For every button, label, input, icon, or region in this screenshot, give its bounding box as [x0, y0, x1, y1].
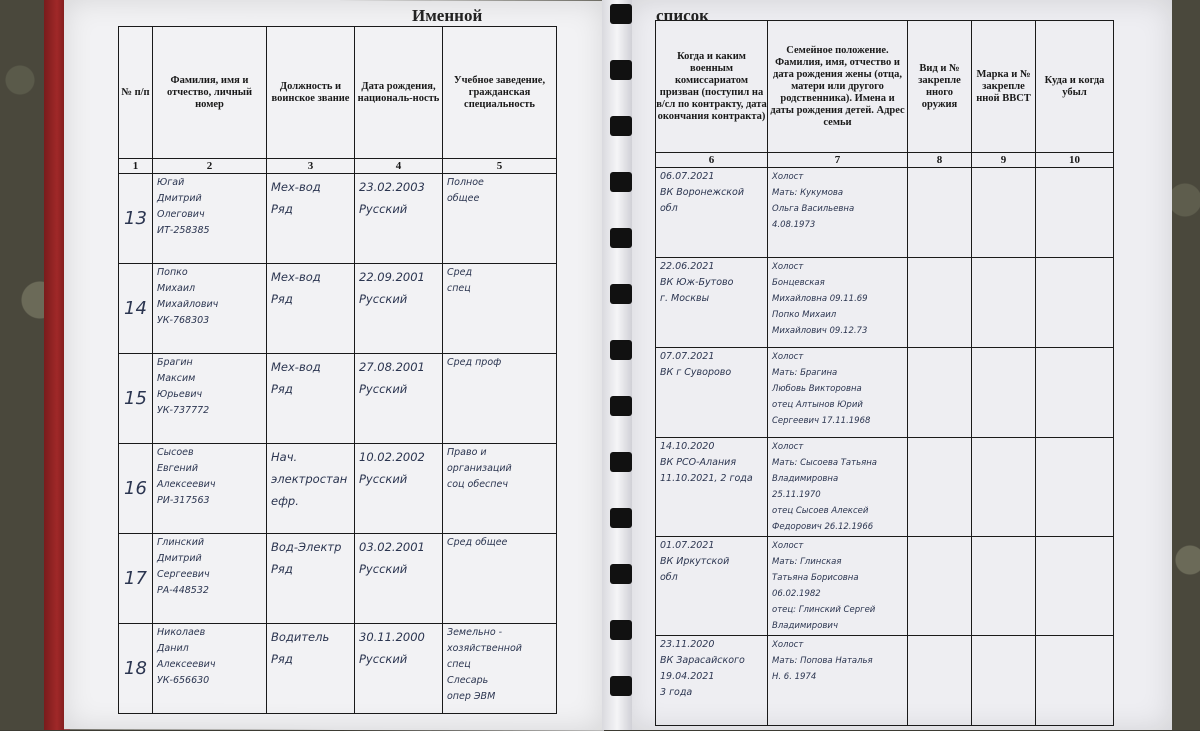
name-line: Дмитрий	[157, 553, 202, 564]
birth-line: Русский	[359, 562, 408, 576]
education-line: спец	[447, 659, 471, 670]
position-line: Вод-Электр	[271, 540, 342, 554]
family-cell	[768, 168, 908, 258]
column-number: 9	[972, 153, 1036, 168]
education-line: Полное	[447, 177, 484, 188]
conscripted-line: ВК Юж-Бутово	[660, 277, 734, 288]
position-line: Ряд	[271, 292, 293, 306]
education-line: Сред общее	[447, 537, 508, 548]
table-row	[119, 534, 557, 624]
header-vehicle: Марка и № закрепле нной ВВСТ	[972, 21, 1036, 153]
birth-line: 03.02.2001	[359, 540, 425, 554]
education-line: спец	[447, 283, 471, 294]
left-header-row	[119, 27, 557, 159]
column-number: 7	[768, 153, 908, 168]
family-line: Татьяна Борисовна	[772, 573, 859, 583]
birth-line: Русский	[359, 382, 408, 396]
family-line: Мать: Глинская	[772, 557, 842, 567]
name-line: Югай	[157, 177, 185, 188]
position-line: Мех-вод	[271, 180, 321, 194]
family-line: Сергеевич 17.11.1968	[772, 416, 871, 426]
education-line: Слесарь	[447, 675, 489, 686]
name-line: РИ-317563	[157, 495, 210, 506]
name-cell	[153, 354, 267, 444]
position-cell	[267, 354, 355, 444]
position-line: ефр.	[271, 494, 299, 508]
education-cell	[443, 354, 557, 444]
family-line: Владимирович	[772, 621, 838, 631]
family-line: Федорович 26.12.1966	[772, 522, 874, 532]
table-row	[656, 636, 1114, 726]
education-line: организаций	[447, 463, 512, 474]
education-cell	[443, 174, 557, 264]
header-education: Учебное заведение, гражданская специальность	[443, 27, 557, 159]
table-row	[119, 624, 557, 714]
conscripted-line: 14.10.2020	[660, 441, 715, 452]
row-number: 15	[119, 354, 153, 444]
name-line: Брагин	[157, 357, 193, 368]
conscripted-line: 23.11.2020	[660, 639, 715, 650]
conscripted-cell	[656, 168, 768, 258]
position-line: Мех-вод	[271, 270, 321, 284]
family-line: Н. 6. 1974	[772, 672, 817, 682]
departure-cell	[1036, 438, 1114, 537]
column-number: 1	[119, 159, 153, 174]
table-row	[119, 264, 557, 354]
position-line: Ряд	[271, 382, 293, 396]
name-cell	[153, 444, 267, 534]
right-column-number-row	[656, 153, 1114, 168]
family-line: Владимировна	[772, 474, 839, 484]
binding-ring	[610, 452, 632, 472]
conscripted-line: 11.10.2021, 2 года	[660, 473, 753, 484]
binding-ring	[610, 340, 632, 360]
name-line: Данил	[157, 643, 189, 654]
column-number: 2	[153, 159, 267, 174]
table-row	[119, 444, 557, 534]
vehicle-cell	[972, 258, 1036, 348]
conscripted-cell	[656, 537, 768, 636]
conscripted-line: ВК Иркутской	[660, 556, 730, 567]
name-cell	[153, 534, 267, 624]
education-line: Земельно -	[447, 627, 503, 638]
education-line: хозяйственной	[447, 643, 522, 654]
name-line: Дмитрий	[157, 193, 202, 204]
name-line: Алексеевич	[157, 659, 216, 670]
position-cell	[267, 534, 355, 624]
vehicle-cell	[972, 168, 1036, 258]
education-line: соц обеспеч	[447, 479, 508, 490]
departure-cell	[1036, 168, 1114, 258]
birth-line: 30.11.2000	[359, 630, 425, 644]
table-row	[119, 354, 557, 444]
conscripted-cell	[656, 636, 768, 726]
birth-line: Русский	[359, 202, 408, 216]
name-line: УК-656630	[157, 675, 210, 686]
family-line: Холост	[772, 262, 804, 272]
name-line: Юрьевич	[157, 389, 203, 400]
education-line: Право и	[447, 447, 487, 458]
departure-cell	[1036, 258, 1114, 348]
header-position: Должность и воинское звание	[267, 27, 355, 159]
right-page-title: список	[656, 6, 709, 25]
weapon-cell	[908, 348, 972, 438]
column-number: 3	[267, 159, 355, 174]
education-cell	[443, 534, 557, 624]
name-cell	[153, 264, 267, 354]
family-line: отец: Глинский Сергей	[772, 605, 876, 615]
row-number: 14	[119, 264, 153, 354]
binding-ring	[610, 60, 632, 80]
family-cell	[768, 258, 908, 348]
table-row	[656, 537, 1114, 636]
row-number: 17	[119, 534, 153, 624]
position-cell	[267, 624, 355, 714]
conscripted-line: г. Москвы	[660, 293, 710, 304]
family-line: Мать: Брагина	[772, 368, 838, 378]
name-line: УК-768303	[157, 315, 210, 326]
vehicle-cell	[972, 348, 1036, 438]
header-departure: Куда и когда убыл	[1036, 21, 1114, 153]
binding-ring	[610, 116, 632, 136]
name-line: РА-448532	[157, 585, 209, 596]
table-row	[656, 168, 1114, 258]
weapon-cell	[908, 438, 972, 537]
position-cell	[267, 174, 355, 264]
birth-cell	[355, 444, 443, 534]
family-line: Холост	[772, 640, 804, 650]
conscripted-line: ВК Воронежской	[660, 187, 745, 198]
weapon-cell	[908, 258, 972, 348]
birth-cell	[355, 534, 443, 624]
family-line: Любовь Викторовна	[772, 384, 862, 394]
family-line: Мать: Попова Наталья	[772, 656, 873, 666]
family-cell	[768, 636, 908, 726]
name-line: Михаил	[157, 283, 196, 294]
conscripted-line: обл	[660, 203, 678, 214]
binding-ring	[610, 284, 632, 304]
position-line: электростан	[271, 472, 348, 486]
header-name: Фамилия, имя и отчество, личный номер	[153, 27, 267, 159]
column-number: 6	[656, 153, 768, 168]
family-line: Холост	[772, 442, 804, 452]
family-line: Холост	[772, 172, 804, 182]
conscripted-line: ВК Зарасайского	[660, 655, 745, 666]
family-cell	[768, 537, 908, 636]
conscripted-line: 01.07.2021	[660, 540, 715, 551]
left-column-number-row	[119, 159, 557, 174]
family-line: Попко Михаил	[772, 310, 837, 320]
weapon-cell	[908, 537, 972, 636]
education-cell	[443, 624, 557, 714]
birth-cell	[355, 624, 443, 714]
family-line: Михайловна 09.11.69	[772, 294, 868, 304]
education-line: общее	[447, 193, 480, 204]
family-cell	[768, 438, 908, 537]
table-row	[119, 174, 557, 264]
family-line: отец Алтынов Юрий	[772, 400, 863, 410]
birth-cell	[355, 264, 443, 354]
header-family: Семейное положение. Фамилия, имя, отчество и дата рождения жены (отца, матери или другого родственника). Имена и даты рождения детей. Адрес семьи	[768, 21, 908, 153]
name-line: УК-737772	[157, 405, 210, 416]
header-weapon: Вид и № закрепле нного оружия	[908, 21, 972, 153]
table-row	[656, 258, 1114, 348]
birth-cell	[355, 174, 443, 264]
vehicle-cell	[972, 636, 1036, 726]
left-page-title: Именной	[412, 6, 483, 25]
table-row	[656, 438, 1114, 537]
name-line: Попко	[157, 267, 188, 278]
weapon-cell	[908, 636, 972, 726]
family-line: Мать: Сысоева Татьяна	[772, 458, 877, 468]
birth-line: Русский	[359, 472, 408, 486]
row-number: 18	[119, 624, 153, 714]
name-line: Сергеевич	[157, 569, 210, 580]
weapon-cell	[908, 168, 972, 258]
birth-line: 10.02.2002	[359, 450, 425, 464]
family-cell	[768, 348, 908, 438]
family-line: отец Сысоев Алексей	[772, 506, 869, 516]
row-number: 13	[119, 174, 153, 264]
name-line: Евгений	[157, 463, 198, 474]
vehicle-cell	[972, 537, 1036, 636]
position-line: Мех-вод	[271, 360, 321, 374]
name-line: Алексеевич	[157, 479, 216, 490]
binding-ring	[610, 172, 632, 192]
family-line: Холост	[772, 541, 804, 551]
education-cell	[443, 264, 557, 354]
right-header-row	[656, 21, 1114, 153]
education-line: Сред	[447, 267, 473, 278]
conscripted-line: 3 года	[660, 687, 693, 698]
position-line: Ряд	[271, 562, 293, 576]
education-line: опер ЭВМ	[447, 691, 496, 702]
header-conscripted: Когда и каким военным комиссариатом призван (поступил на в/сл по контракту, дата окончания контракта)	[656, 21, 768, 153]
position-cell	[267, 444, 355, 534]
departure-cell	[1036, 348, 1114, 438]
row-number: 16	[119, 444, 153, 534]
family-line: Бонцевская	[772, 278, 825, 288]
birth-line: 27.08.2001	[359, 360, 425, 374]
birth-line: 23.02.2003	[359, 180, 425, 194]
birth-cell	[355, 354, 443, 444]
conscripted-line: 07.07.2021	[660, 351, 715, 362]
education-cell	[443, 444, 557, 534]
family-line: Мать: Кукумова	[772, 188, 844, 198]
position-line: Водитель	[271, 630, 330, 644]
column-number: 5	[443, 159, 557, 174]
departure-cell	[1036, 636, 1114, 726]
birth-line: Русский	[359, 292, 408, 306]
position-line: Ряд	[271, 202, 293, 216]
table-row	[656, 348, 1114, 438]
binding-ring	[610, 508, 632, 528]
education-line: Сред проф	[447, 357, 502, 368]
binding-ring	[610, 4, 632, 24]
departure-cell	[1036, 537, 1114, 636]
name-line: Сысоев	[157, 447, 194, 458]
binding-ring	[610, 564, 632, 584]
conscripted-cell	[656, 348, 768, 438]
family-line: Холост	[772, 352, 804, 362]
position-line: Нач.	[271, 450, 298, 464]
conscripted-line: 19.04.2021	[660, 671, 715, 682]
position-line: Ряд	[271, 652, 293, 666]
binding-ring	[610, 396, 632, 416]
right-register-table	[655, 20, 1114, 726]
name-line: ИТ-258385	[157, 225, 210, 236]
conscripted-line: 22.06.2021	[660, 261, 715, 272]
conscripted-cell	[656, 438, 768, 537]
binding-ring	[610, 228, 632, 248]
column-number: 8	[908, 153, 972, 168]
conscripted-line: ВК г Суворово	[660, 367, 732, 378]
family-line: Ольга Васильевна	[772, 204, 855, 214]
vehicle-cell	[972, 438, 1036, 537]
name-line: Максим	[157, 373, 196, 384]
name-cell	[153, 174, 267, 264]
conscripted-line: ВК РСО-Алания	[660, 457, 737, 468]
family-line: 25.11.1970	[772, 490, 821, 500]
header-birth: Дата рождения, националь-ность	[355, 27, 443, 159]
binding-ring	[610, 676, 632, 696]
column-number: 4	[355, 159, 443, 174]
position-cell	[267, 264, 355, 354]
column-number: 10	[1036, 153, 1114, 168]
name-line: Олегович	[157, 209, 205, 220]
binding-ring	[610, 620, 632, 640]
name-cell	[153, 624, 267, 714]
conscripted-line: обл	[660, 572, 678, 583]
family-line: 06.02.1982	[772, 589, 821, 599]
conscripted-line: 06.07.2021	[660, 171, 715, 182]
family-line: 4.08.1973	[772, 220, 816, 230]
name-line: Михайлович	[157, 299, 219, 310]
family-line: Михайлович 09.12.73	[772, 326, 868, 336]
header-number: № п/п	[119, 27, 153, 159]
birth-line: Русский	[359, 652, 408, 666]
name-line: Глинский	[157, 537, 205, 548]
birth-line: 22.09.2001	[359, 270, 425, 284]
name-line: Николаев	[157, 627, 206, 638]
conscripted-cell	[656, 258, 768, 348]
left-register-table	[118, 26, 557, 714]
